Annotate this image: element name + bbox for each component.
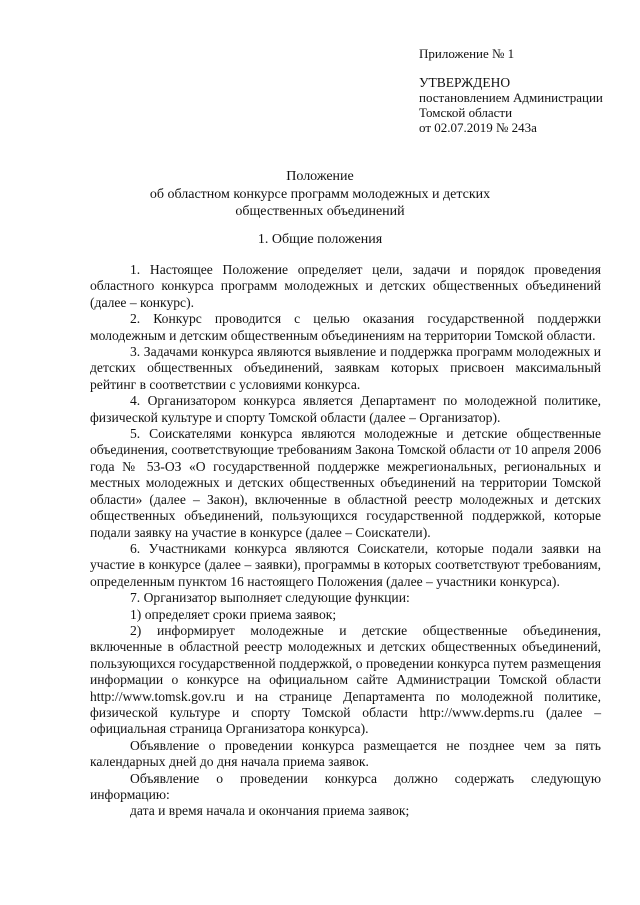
section-heading: 1. Общие положения bbox=[257, 232, 383, 247]
document-body bbox=[90, 262, 601, 820]
doc-title-line-1: Положение bbox=[286, 169, 354, 184]
paragraph-4: 4. Организатором конкурса является Департамент по молодежной политике, физической культуре и спорту Томской области (далее – Организатор). bbox=[90, 393, 601, 425]
approval-date: от 02.07.2019 № 243а bbox=[419, 120, 537, 135]
paragraph-announcement-content: Объявление о проведении конкурса должно содержать следующую информацию: bbox=[90, 770, 601, 802]
approved-by-line-1: постановлением Администрации bbox=[419, 90, 603, 105]
appendix-label: Приложение № 1 bbox=[419, 46, 515, 61]
approved-by-line-2: Томской области bbox=[419, 105, 513, 120]
paragraph-announcement-timing: Объявление о проведении конкурса размещается не позднее чем за пять календарных дней до дня начала приема заявок. bbox=[90, 737, 601, 770]
paragraph-6: 6. Участниками конкурса являются Соискатели, которые подали заявки на участие в конкурсе (далее – заявки), программы в которых соответствуют требованиям, определенным пунктом 16 настоящего Положения (далее – участники конкурса). bbox=[90, 540, 601, 589]
approval-stamp bbox=[419, 46, 624, 135]
approved-label: УТВЕРЖДЕНО bbox=[419, 75, 511, 90]
paragraph-7: 7. Организатор выполняет следующие функции: bbox=[130, 590, 410, 606]
paragraph-announcement-item-1: дата и время начала и окончания приема заявок; bbox=[130, 803, 410, 819]
paragraph-7-item-2: 2) информирует молодежные и детские общественные объединения, включенные в областной реестр молодежных и детских общественных объединений, пользующихся государственной поддержкой, о проведении конкурса путем размещения информации о конкурсе на официальном сайте Администрации Томской области http://www.tomsk.gov.ru и на странице Департамента по молодежной политике, физической культуре и спорту Томской области http://www.depms.ru (далее – официальная страница Организатора конкурса). bbox=[90, 622, 601, 737]
paragraph-7-item-1: 1) определяет сроки приема заявок; bbox=[130, 606, 337, 622]
paragraph-1: 1. Настоящее Положение определяет цели, задачи и порядок проведения областного конкурса программ молодежных и детских общественных объединений (далее – конкурс). bbox=[90, 262, 601, 310]
paragraph-2: 2. Конкурс проводится с целью оказания государственной поддержки молодежным и детским общественным объединениям на территории Томской области. bbox=[90, 311, 601, 343]
doc-title-line-3: общественных объединений bbox=[235, 204, 405, 219]
doc-title-line-2: об областном конкурсе программ молодежных и детских bbox=[149, 187, 491, 202]
paragraph-3: 3. Задачами конкурса являются выявление и поддержка программ молодежных и детских общественных объединений, заявкам которых присвоен максимальный рейтинг в соответствии с условиями конкурса. bbox=[90, 344, 601, 392]
paragraph-5: 5. Соискателями конкурса являются молодежные и детские общественные объединения, соответствующие требованиям Закона Томской области от 10 апреля 2006 года № 53-ОЗ «О государственной поддержке межрегиональных, региональных и местных молодежных и детских общественных объединений на территории Томской области» (далее – Закон), включенные в областной реестр молодежных и детских общественных объединений, пользующихся государственной поддержкой, которые подали заявку на участие в конкурсе (далее – Соискатели). bbox=[90, 426, 601, 540]
